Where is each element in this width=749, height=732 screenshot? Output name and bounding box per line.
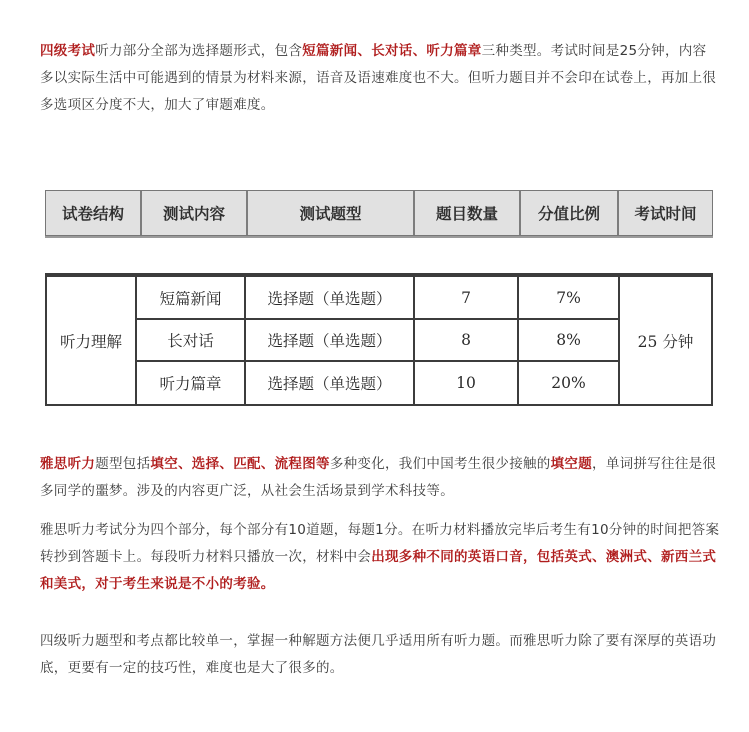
table-row-count: 10 <box>456 374 476 392</box>
paragraph-cet4-intro <box>40 38 720 119</box>
text: 听力部分全部为选择题形式，包含 <box>95 43 303 59</box>
highlight-ielts: 雅思听力 <box>40 456 96 472</box>
paragraph-ielts-types <box>40 451 720 505</box>
table-row-content: 听力篇章 <box>159 375 222 393</box>
table-row-ratio: 8% <box>556 331 581 349</box>
header-cell-structure: 试卷结构 <box>46 191 142 235</box>
table-row-count: 8 <box>461 331 471 349</box>
highlight-accents: 出现多种不同的英语口音，包括英式、澳洲式、新西兰式和美式，对于考生来说是不小的考验。 <box>40 549 717 592</box>
highlight-cet4: 四级考试 <box>40 43 96 59</box>
text: 多种变化，我们中国考生很少接触的 <box>329 456 551 472</box>
header-cell-content: 测试内容 <box>142 191 248 235</box>
table-row-content: 短篇新闻 <box>159 289 222 308</box>
text: 雅思听力考试分为四个部分，每个部分有10道题，每题1分。在听力材料播放完毕后考生有10分钟的时间把答案转抄到答题卡上。每段听力材料只播放一次，材料中会 <box>40 522 720 565</box>
table-row-ratio: 20% <box>551 374 586 392</box>
paragraph-comparison <box>40 628 720 682</box>
header-cell-type: 测试题型 <box>248 191 415 235</box>
table-row-count: 7 <box>461 288 471 307</box>
text: 题型包括 <box>95 456 151 472</box>
paragraph-ielts-structure <box>40 517 720 598</box>
header-cell-ratio: 分值比例 <box>521 191 619 235</box>
time-cell: 25 分钟 <box>637 332 694 351</box>
table-row-type: 选择题（单选题） <box>267 289 392 308</box>
table-row-ratio: 7% <box>556 288 581 307</box>
highlight-fill-blank: 填空题 <box>550 456 593 472</box>
text: 四级听力题型和考点都比较单一，掌握一种解题方法便几乎适用所有听力题。而雅思听力除了要有深厚的英语功底，更要有一定的技巧性，难度也是大了很多的。 <box>40 633 717 676</box>
header-cell-count: 题目数量 <box>415 191 521 235</box>
header-cell-time: 考试时间 <box>634 205 697 223</box>
text: 三种类型。考试时间是25分钟，内容多以实际生活中可能遇到的情景为材料来源，语音及语速难度也不大。但听力题目并不会印在试卷上，再加上很多选项区分度不大，加大了审题难度。 <box>40 43 717 113</box>
section-cell: 听力理解 <box>59 332 122 351</box>
highlight-question-types: 短篇新闻、长对话、听力篇章 <box>302 43 482 59</box>
highlight-types: 填空、选择、匹配、流程图等 <box>150 456 330 472</box>
table-row-content: 长对话 <box>167 332 214 350</box>
listening-table <box>45 275 713 406</box>
text: ，单词拼写往往是很多同学的噩梦。涉及的内容更广泛，从社会生活场景到学术科技等。 <box>40 456 717 499</box>
table-row-type: 选择题（单选题） <box>267 332 392 350</box>
table-header <box>45 190 713 236</box>
table-row-type: 选择题（单选题） <box>267 375 392 393</box>
